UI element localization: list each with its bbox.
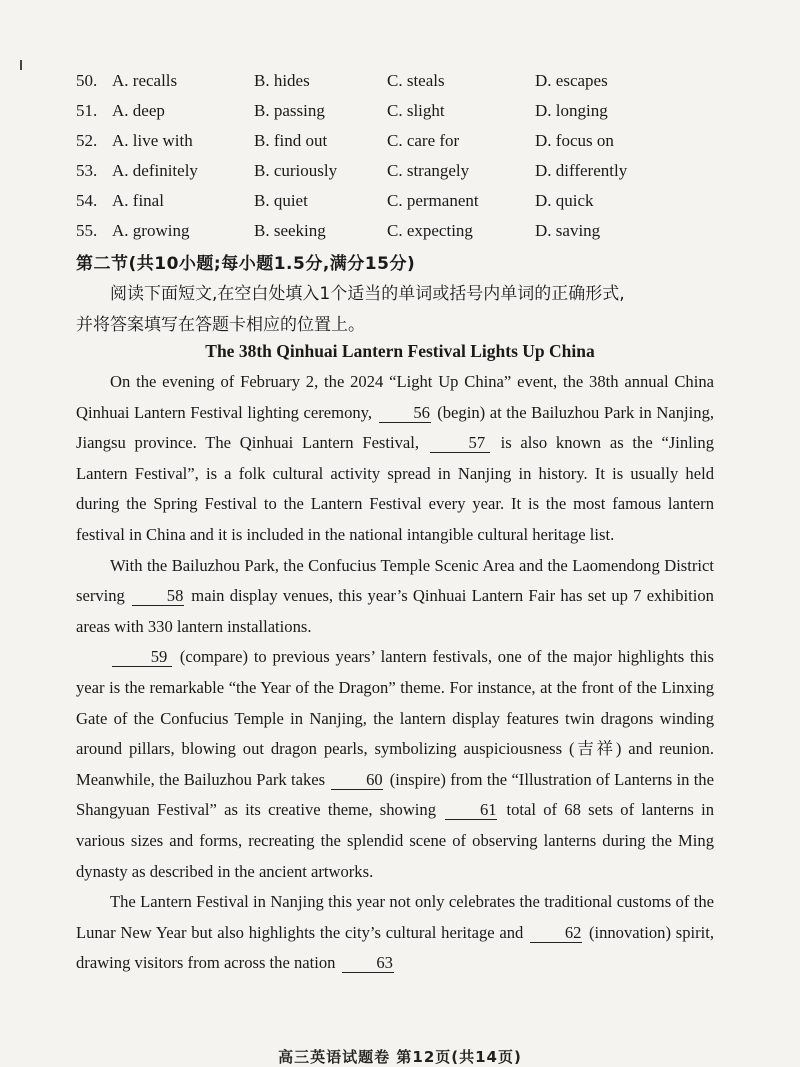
- option-c: C. permanent: [387, 191, 479, 210]
- answer-blank-56[interactable]: 56: [379, 403, 431, 423]
- option-d: D. focus on: [535, 131, 614, 150]
- paragraph: 59 (compare) to previous years’ lantern festivals, one of the major highlights this year is the remarkable “the Year of the Dragon” theme. For instance, at the front of the Linxing Gate of the Confucius Temple in Nanjing, the lantern display features twin dragons winding around pillars, blowing out dragon pearls, symbolizing auspiciousness (吉祥) and reunion. Meanwhile, the Bailuzhou Park takes 60 (inspire) from the “Illustration of Lanterns in the Shangyuan Festival” as its creative theme, showing 61 total of 68 sets of lanterns in various sizes and forms, recreating the splendid scene of observing lanterns during the Ming dynasty as described in the ancient artworks.: [76, 647, 714, 881]
- paragraph: With the Bailuzhou Park, the Confucius Temple Scenic Area and the Laomendong District serving 58 main display venues, this year’s Qinhuai Lantern Fair has set up 7 exhibition areas with 330 lantern installations.: [76, 555, 714, 636]
- option-a: A. growing: [112, 221, 190, 240]
- question-number: 54.: [76, 191, 98, 210]
- option-d: D. differently: [535, 161, 628, 180]
- option-row: [76, 66, 756, 96]
- option-b: B. passing: [254, 101, 325, 120]
- answer-blank-57[interactable]: 57: [430, 433, 490, 453]
- option-row: [76, 186, 756, 216]
- option-row: [76, 96, 756, 126]
- option-b: B. find out: [254, 131, 328, 150]
- option-row: [76, 216, 756, 246]
- option-b: B. quiet: [254, 191, 308, 210]
- option-row: [76, 126, 756, 156]
- question-number: 55.: [76, 221, 98, 240]
- option-d: D. quick: [535, 191, 594, 210]
- option-d: D. saving: [535, 221, 601, 240]
- option-c: C. slight: [387, 101, 445, 120]
- option-a: A. definitely: [112, 161, 198, 180]
- instruction-line: 阅读下面短文,在空白处填入1个适当的单词或括号内单词的正确形式,: [110, 284, 625, 304]
- option-a: A. live with: [112, 131, 193, 150]
- question-number: 53.: [76, 161, 98, 180]
- option-b: B. curiously: [254, 161, 338, 180]
- question-number: 52.: [76, 131, 98, 150]
- option-b: B. seeking: [254, 221, 326, 240]
- instruction-line: 并将答案填写在答题卡相应的位置上。: [76, 315, 365, 335]
- option-c: C. strangely: [387, 161, 470, 180]
- answer-blank-61[interactable]: 61: [445, 800, 497, 820]
- section-instructions: [76, 279, 726, 341]
- answer-blank-63[interactable]: 63: [342, 953, 394, 973]
- paragraph: The Lantern Festival in Nanjing this year not only celebrates the traditional customs of the Lunar New Year but also highlights the city’s cultural heritage and 62 (innovation) spirit, drawing visitors from across the nation 63: [76, 892, 715, 973]
- passage-body: [76, 367, 714, 979]
- option-c: C. expecting: [387, 221, 473, 240]
- passage-title: The 38th Qinhuai Lantern Festival Lights Up China: [205, 341, 595, 361]
- option-c: C. care for: [387, 131, 460, 150]
- option-a: A. recalls: [112, 71, 178, 90]
- option-b: B. hides: [254, 71, 310, 90]
- option-c: C. steals: [387, 71, 445, 90]
- answer-blank-58[interactable]: 58: [132, 586, 184, 606]
- option-row: [76, 156, 756, 186]
- option-d: D. longing: [535, 101, 608, 120]
- answer-blank-60[interactable]: 60: [331, 770, 383, 790]
- page-footer: 高三英语试题卷 第12页(共14页): [278, 1048, 522, 1066]
- option-d: D. escapes: [535, 71, 608, 90]
- question-number: 51.: [76, 101, 98, 120]
- section-heading: 第二节(共10小题;每小题1.5分,满分15分): [76, 254, 416, 274]
- paragraph: On the evening of February 2, the 2024 “Light Up China” event, the 38th annual China Qinhuai Lantern Festival lighting ceremony, 56 (begin) at the Bailuzhou Park in Nanjing, Jiangsu province. The Qinhuai Lantern Festival, 57 is also known as the “Jinling Lantern Festival”, is a folk cultural activity spread in Nanjing in history. It is usually held during the Spring Festival to the Lantern Festival every year. It is the most famous lantern festival in China and it is included in the national intangible cultural heritage list.: [76, 372, 715, 544]
- margin-mark: [20, 60, 22, 70]
- choice-options: [76, 66, 756, 246]
- option-a: A. deep: [112, 101, 165, 120]
- question-number: 50.: [76, 71, 98, 90]
- answer-blank-62[interactable]: 62: [530, 923, 582, 943]
- answer-blank-59[interactable]: 59: [112, 647, 172, 667]
- option-a: A. final: [112, 191, 164, 210]
